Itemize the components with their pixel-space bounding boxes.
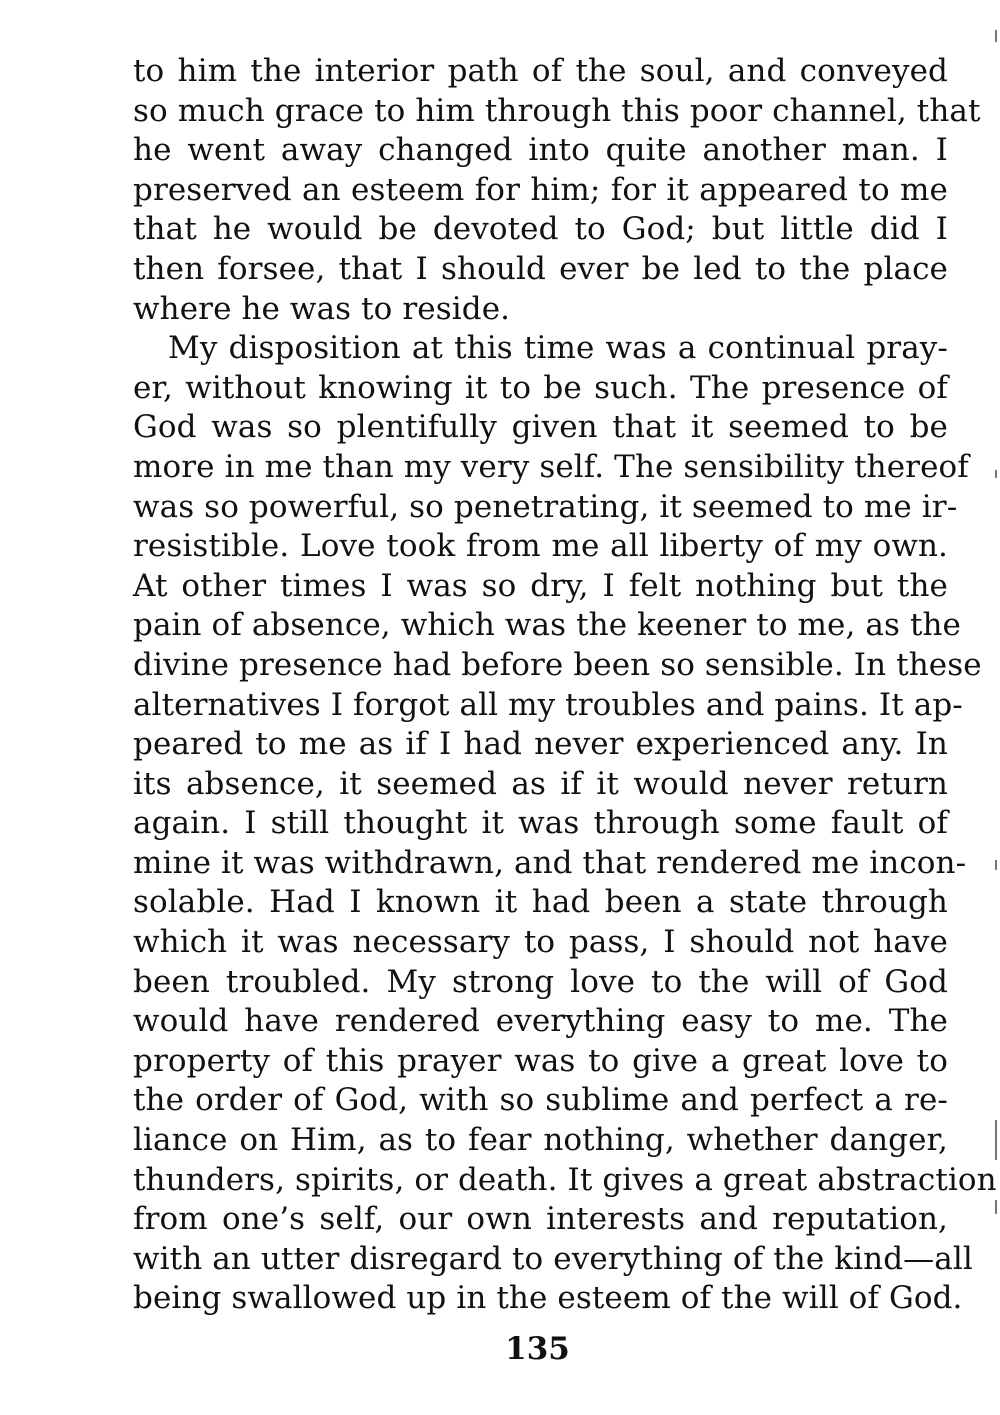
text-line: to him the interior path of the soul, and conveyed <box>133 53 948 89</box>
text-line: where he was to reside. <box>133 290 511 327</box>
body-text <box>133 52 997 1319</box>
text-line: resistible. Love took from me all liberty of my own. <box>133 528 948 565</box>
text-line: preserved an esteem for him; for it appeared to me <box>133 171 948 208</box>
text-line: property of this prayer was to give a great love to <box>133 1042 948 1079</box>
text-line: alternatives I forgot all my troubles and pains. It ap- <box>133 686 963 723</box>
text-line: that he would be devoted to God; but little did I <box>133 211 948 248</box>
text-line: At other times I was so dry, I felt nothing but the <box>133 567 948 604</box>
text-line: which it was necessary to pass, I should not have <box>133 924 948 961</box>
text-line: liance on Him, as to fear nothing, whether danger, <box>133 1122 948 1159</box>
scan-edge-mark <box>995 860 997 870</box>
text-line: more in me than my very self. The sensibility thereof <box>133 448 969 485</box>
text-line: pain of absence, which was the keener to me, as the <box>133 607 962 644</box>
text-line: with an utter disregard to everything of the kind—all <box>133 1240 973 1277</box>
text-line: divine presence had before been so sensible. In these <box>133 646 982 683</box>
text-line: God was so plentifully given that it seemed to be <box>133 409 948 446</box>
text-line: again. I still thought it was through some fault of <box>133 805 948 842</box>
paragraph-1 <box>133 52 981 329</box>
text-line: being swallowed up in the esteem of the will of God. <box>133 1280 963 1317</box>
scan-edge-mark <box>995 1120 997 1160</box>
text-line: solable. Had I known it had been a state through <box>133 884 948 921</box>
text-line: the order of God, with so sublime and perfect a re- <box>133 1082 948 1119</box>
text-line: its absence, it seemed as if it would never return <box>133 765 948 802</box>
text-line: from one’s self, our own interests and reputation, <box>133 1201 948 1238</box>
text-line: then forsee, that I should ever be led to the place <box>133 250 948 287</box>
page-number: 135 <box>505 1331 570 1367</box>
text-line: er, without knowing it to be such. The presence of <box>133 369 948 406</box>
scan-edge-mark <box>995 30 997 42</box>
text-line: he went away changed into quite another man. I <box>133 132 948 169</box>
text-line: My disposition at this time was a continual pray- <box>168 330 948 367</box>
text-line: would have rendered everything easy to me. The <box>133 1003 948 1040</box>
scan-edge-mark <box>995 470 997 478</box>
text-line: so much grace to him through this poor channel, that <box>133 92 981 129</box>
text-line: thunders, spirits, or death. It gives a great abstraction <box>133 1161 997 1198</box>
text-line: been troubled. My strong love to the will of God <box>133 963 948 1000</box>
scan-edge-mark <box>995 1200 997 1214</box>
text-line: peared to me as if I had never experienced any. In <box>133 726 948 763</box>
text-line: was so powerful, so penetrating, it seemed to me ir- <box>133 488 958 525</box>
paragraph-2 <box>133 329 997 1319</box>
text-line: mine it was withdrawn, and that rendered me incon- <box>133 844 967 881</box>
